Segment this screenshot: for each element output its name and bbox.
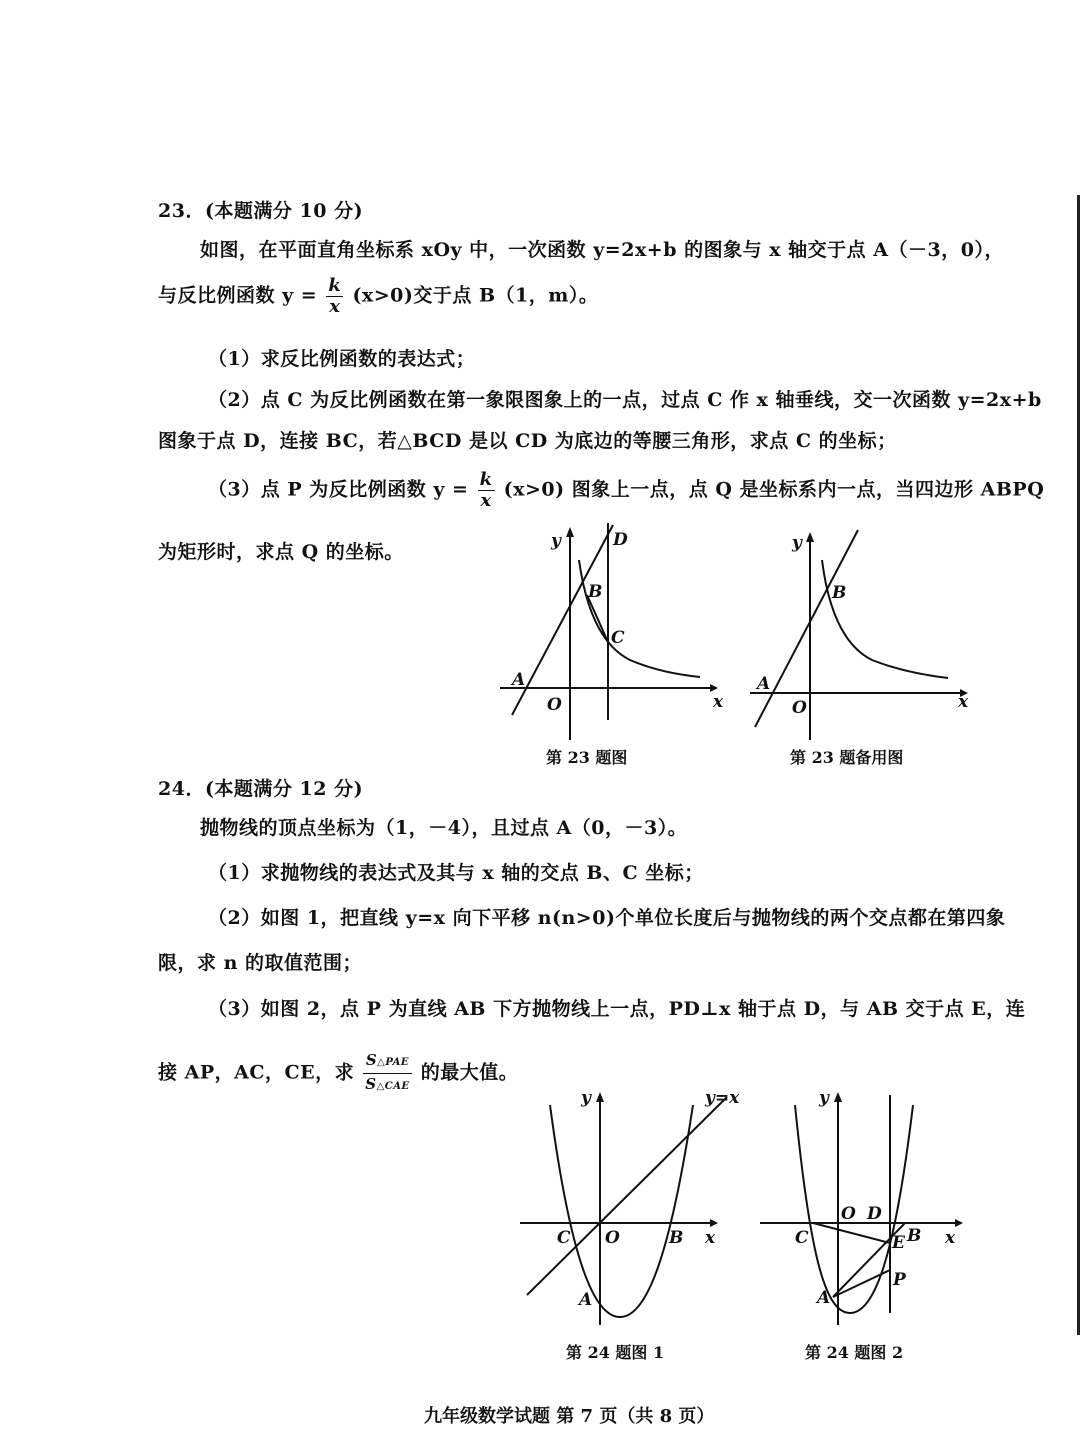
q23-part3-fraction [478,470,495,511]
q24-part3-line1: （3）如图 2，点 P 为直线 AB 下方抛物线上一点，PD⊥x 轴于点 D，与 AB 交于点 E，连 [208,998,1026,1020]
label-a: A [512,670,526,690]
label-x: x [705,1228,716,1248]
label-origin: O [547,695,562,715]
frac-denominator [363,1074,411,1097]
q24-figure-2-caption: 第 24 题图 2 [805,1343,904,1362]
q23-part2-line1: （2）点 C 为反比例函数在第一象限图象上的一点，过点 C 作 x 轴垂线，交一次函数 y=2x+b [208,389,1042,411]
frac-den-symbol: S [365,1075,377,1093]
q24-header: 24．(本题满分 12 分) [158,778,364,800]
q23-part1: （1）求反比例函数的表达式； [208,348,476,370]
label-x: x [945,1228,956,1248]
q23-fraction-k-over-x [326,276,343,317]
label-a: A [757,674,771,694]
x-axis-arrow-icon [710,684,718,692]
label-c: C [795,1228,809,1248]
q23-part2-line2: 图象于点 D，连接 BC，若△BCD 是以 CD 为底边的等腰三角形，求点 C 的坐标； [158,430,897,452]
label-x: x [713,692,724,712]
frac-numerator: k [479,469,493,490]
x-axis-arrow-icon [955,1219,963,1227]
q24-part2-line1: （2）如图 1，把直线 y=x 向下平移 n(n>0)个单位长度后与抛物线的两个交点都在第四象 [208,907,1006,929]
frac-num-symbol: S [365,1051,378,1069]
q24-area-ratio-fraction [363,1050,411,1097]
segment-bc [587,595,608,642]
q24-part3-suffix: 的最大值。 [420,1061,519,1084]
label-p: P [893,1270,906,1290]
label-origin: O [605,1228,620,1248]
q24-part3-line2 [158,1050,518,1097]
page-footer: 九年级数学试题 第 7 页（共 8 页） [424,1406,715,1427]
q23-header: 23．(本题满分 10 分) [158,200,364,222]
q24-part2-line2: 限，求 n 的取值范围； [158,952,363,974]
y-axis-arrow-icon [596,1092,604,1102]
label-b: B [588,582,603,602]
label-y: y [792,533,802,553]
segment-ap [833,1270,890,1297]
y-axis-arrow-icon [566,527,574,537]
label-line-y-equals-x: y=x [705,1088,740,1108]
label-b: B [907,1226,922,1246]
segment-ce [813,1223,890,1243]
frac-numerator: k [328,275,342,296]
frac-den-subscript: △CAE [376,1081,410,1092]
frac-numerator [363,1050,411,1074]
q23-part3-line1 [208,470,1044,511]
label-d: D [613,530,628,550]
q23-backup-figure-caption: 第 23 题备用图 [790,748,904,767]
q23-stem-line2-prefix: 与反比例函数 y = [158,284,318,307]
label-b: B [669,1228,684,1248]
frac-denominator: x [480,490,492,511]
q23-stem-line2-suffix: (x>0)交于点 B（1，m）。 [352,284,599,307]
q23-figure [495,515,735,745]
label-a: A [579,1290,593,1310]
label-origin: O [841,1204,856,1224]
q23-stem-line1: 如图，在平面直角坐标系 xOy 中，一次函数 y=2x+b 的图象与 x 轴交于点 A（－3，0）， [200,239,1004,261]
q23-stem-line2 [158,276,598,317]
q23-part3-suffix: (x>0) 图象上一点，点 Q 是坐标系内一点，当四边形 ABPQ [503,478,1045,501]
label-c: C [557,1228,571,1248]
q24-part3-prefix: 接 AP，AC，CE，求 [158,1061,355,1084]
frac-denominator: x [329,296,341,317]
label-origin: O [792,698,807,718]
label-d: D [867,1204,882,1224]
q23-backup-figure [740,515,980,745]
label-e: E [892,1233,905,1253]
q23-figure-caption: 第 23 题图 [546,748,628,767]
q24-figure-1-caption: 第 24 题图 1 [566,1343,665,1362]
label-y: y [581,1088,591,1108]
hyperbola-curve [822,560,948,678]
y-axis-arrow-icon [806,532,814,542]
q23-part3-prefix: （3）点 P 为反比例函数 y = [208,478,469,501]
q24-figure-1 [515,1085,755,1335]
label-x: x [958,692,969,712]
label-a: A [817,1288,831,1308]
y-axis-arrow-icon [834,1092,842,1102]
q24-figure-2 [755,1085,995,1335]
label-b: B [832,583,847,603]
parabola-curve [550,1105,693,1317]
q24-stem: 抛物线的顶点坐标为（1，－4），且过点 A（0，－3）。 [200,817,688,839]
label-y: y [551,531,561,551]
frac-num-subscript: △PAE [377,1057,410,1068]
line-y-equals-x [527,1097,727,1295]
q24-part1: （1）求抛物线的表达式及其与 x 轴的交点 B、C 坐标； [208,862,704,884]
label-c: C [611,628,625,648]
x-axis-arrow-icon [710,1219,718,1227]
label-y: y [819,1088,829,1108]
q23-part3-line2: 为矩形时，求点 Q 的坐标。 [158,541,404,563]
